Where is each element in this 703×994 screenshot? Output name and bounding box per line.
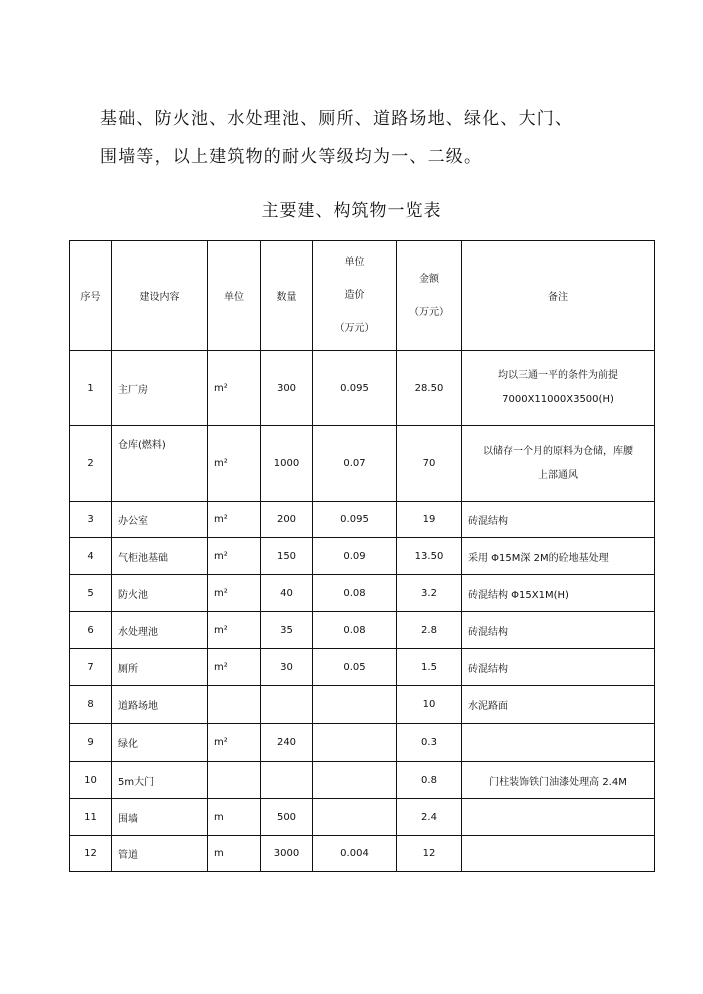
cell-content: 仓库(燃料)	[112, 426, 208, 502]
cell-unit: m²	[208, 351, 261, 426]
table-row	[70, 649, 655, 686]
cell-qty	[261, 762, 313, 799]
intro-line-1: 基础、防火池、水处理池、厕所、道路场地、绿化、大门、	[100, 109, 574, 129]
header-price-line3: （万元）	[334, 323, 375, 334]
cell-unit	[208, 762, 261, 799]
cell-amount: 28.50	[397, 351, 462, 426]
header-amount-line1: 金额	[419, 273, 439, 285]
intro-line-2: 围墙等，以上建筑物的耐火等级均为一、二级。	[100, 147, 483, 167]
cell-amount: 19	[397, 502, 462, 538]
cell-remark: 砖混结构	[462, 612, 655, 649]
table-row	[70, 502, 655, 538]
table-row	[70, 575, 655, 612]
cell-qty: 1000	[261, 426, 313, 502]
cell-unit: m²	[208, 612, 261, 649]
cell-content: 围墙	[112, 799, 208, 836]
cell-unit: m²	[208, 426, 261, 502]
cell-content: 绿化	[112, 724, 208, 762]
cell-no: 12	[70, 836, 112, 872]
cell-unit: m²	[208, 538, 261, 575]
cell-amount: 10	[397, 686, 462, 724]
cell-remark	[462, 799, 655, 836]
cell-unit: m²	[208, 724, 261, 762]
cell-price	[313, 686, 397, 724]
cell-amount: 1.5	[397, 649, 462, 686]
cell-amount: 70	[397, 426, 462, 502]
cell-no: 2	[70, 426, 112, 502]
cell-content: 水处理池	[112, 612, 208, 649]
table-header-row	[70, 241, 655, 351]
cell-amount: 0.3	[397, 724, 462, 762]
header-price-line1: 单位	[344, 257, 365, 268]
cell-price: 0.004	[313, 836, 397, 872]
cell-remark-line2: 上部通风	[538, 469, 578, 481]
header-amount-line2: （万元）	[409, 306, 449, 318]
cell-no: 1	[70, 351, 112, 426]
cell-qty: 150	[261, 538, 313, 575]
cell-remark: 砖混结构	[462, 502, 655, 538]
cell-qty	[261, 686, 313, 724]
table-title: 主要建、构筑物一览表	[261, 201, 442, 221]
table-row	[70, 538, 655, 575]
cell-unit: m²	[208, 649, 261, 686]
cell-price: 0.08	[313, 575, 397, 612]
cell-price	[313, 762, 397, 799]
cell-no: 11	[70, 799, 112, 836]
table-row	[70, 426, 655, 502]
cell-remark-line1: 以储存一个月的原料为仓储，库腰	[483, 445, 633, 457]
cell-no: 6	[70, 612, 112, 649]
table-row	[70, 724, 655, 762]
cell-price: 0.09	[313, 538, 397, 575]
cell-qty: 300	[261, 351, 313, 426]
cell-content: 主厂房	[112, 351, 208, 426]
cell-remark-line1: 均以三通一平的条件为前提	[498, 370, 618, 381]
cell-content: 防火池	[112, 575, 208, 612]
cell-content: 办公室	[112, 502, 208, 538]
cell-no: 8	[70, 686, 112, 724]
cell-price	[313, 799, 397, 836]
cell-remark-line2: 7000X11000X3500(H)	[502, 394, 614, 405]
cell-price	[313, 724, 397, 762]
cell-remark: 水泥路面	[462, 686, 655, 724]
cell-unit: m²	[208, 502, 261, 538]
cell-content: 5m大门	[112, 762, 208, 799]
table-row	[70, 351, 655, 426]
cell-qty: 240	[261, 724, 313, 762]
table-row	[70, 836, 655, 872]
cell-price: 0.095	[313, 351, 397, 426]
cell-remark	[462, 724, 655, 762]
cell-qty: 30	[261, 649, 313, 686]
cell-content: 管道	[112, 836, 208, 872]
cell-amount: 3.2	[397, 575, 462, 612]
cell-amount: 12	[397, 836, 462, 872]
cell-unit: m²	[208, 575, 261, 612]
table-row	[70, 612, 655, 649]
header-remark: 备注	[462, 241, 655, 351]
cell-content: 道路场地	[112, 686, 208, 724]
cell-unit: m	[208, 836, 261, 872]
cell-qty: 35	[261, 612, 313, 649]
cell-price: 0.05	[313, 649, 397, 686]
cell-no: 5	[70, 575, 112, 612]
intro-paragraph	[100, 100, 660, 176]
cell-amount: 13.50	[397, 538, 462, 575]
cell-remark: 门柱装饰铁门油漆处理高 2.4M	[462, 762, 655, 799]
cell-remark	[462, 426, 655, 502]
table-row	[70, 686, 655, 724]
header-unit-price	[313, 241, 397, 351]
cell-amount: 0.8	[397, 762, 462, 799]
cell-qty: 40	[261, 575, 313, 612]
cell-unit: m	[208, 799, 261, 836]
cell-no: 3	[70, 502, 112, 538]
cell-amount: 2.4	[397, 799, 462, 836]
cell-price: 0.095	[313, 502, 397, 538]
cell-unit	[208, 686, 261, 724]
table-row	[70, 762, 655, 799]
cell-amount: 2.8	[397, 612, 462, 649]
cell-qty: 500	[261, 799, 313, 836]
header-unit: 单位	[208, 241, 261, 351]
cell-no: 9	[70, 724, 112, 762]
cell-remark: 砖混结构	[462, 649, 655, 686]
header-price-line2: 造价	[344, 290, 365, 301]
cell-content: 气柜池基础	[112, 538, 208, 575]
header-no: 序号	[70, 241, 112, 351]
cell-no: 4	[70, 538, 112, 575]
cell-price: 0.08	[313, 612, 397, 649]
header-qty: 数量	[261, 241, 313, 351]
header-content: 建设内容	[112, 241, 208, 351]
header-amount	[397, 241, 462, 351]
cell-remark	[462, 351, 655, 426]
cell-price: 0.07	[313, 426, 397, 502]
cell-no: 10	[70, 762, 112, 799]
cell-remark	[462, 836, 655, 872]
cell-no: 7	[70, 649, 112, 686]
cell-remark: 采用 Φ15M深 2M的砼地基处理	[462, 538, 655, 575]
cell-qty: 3000	[261, 836, 313, 872]
buildings-table	[69, 240, 655, 872]
cell-qty: 200	[261, 502, 313, 538]
cell-content: 厕所	[112, 649, 208, 686]
cell-remark: 砖混结构 Φ15X1M(H)	[462, 575, 655, 612]
table-row	[70, 799, 655, 836]
